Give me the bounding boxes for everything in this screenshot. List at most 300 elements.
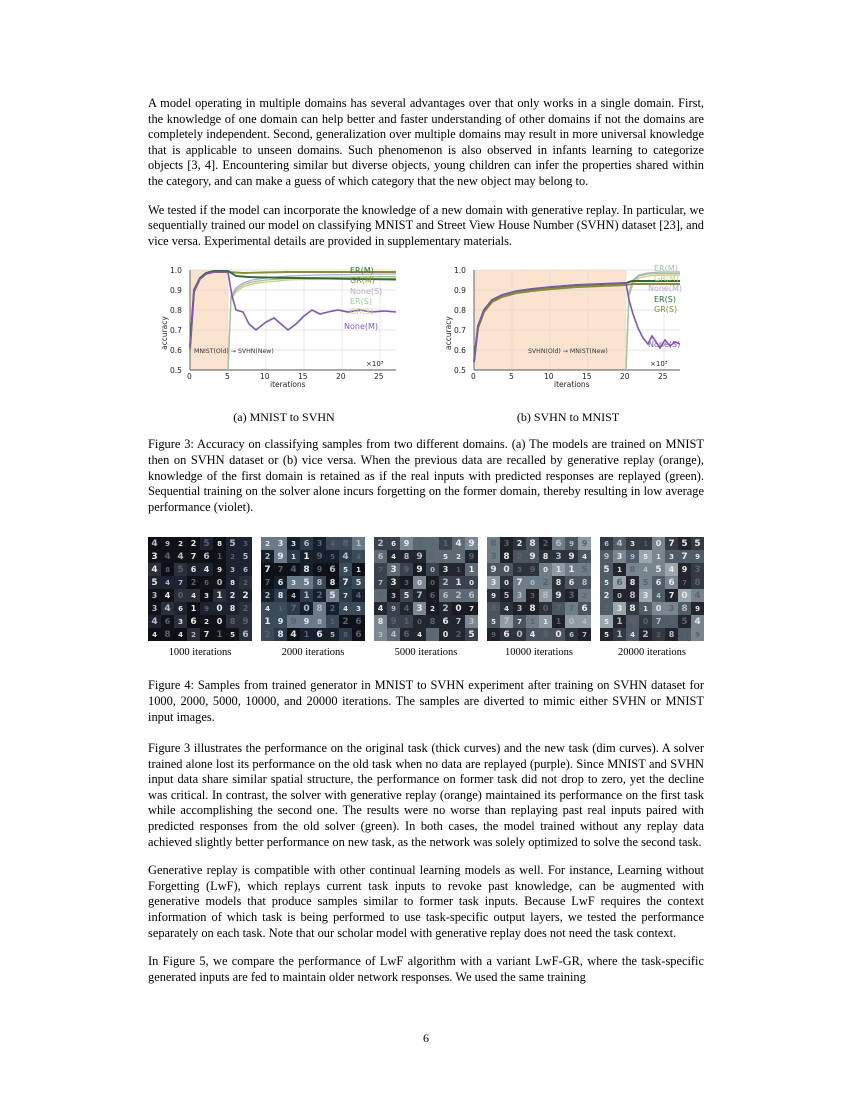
sample-digit: 4	[161, 602, 174, 615]
sample-digit: 8	[326, 576, 339, 589]
sample-digit: 7	[565, 602, 578, 615]
xtick-b-1: 5	[509, 372, 514, 382]
sample-digit: 0	[539, 602, 552, 615]
xtick-b-5: 25	[658, 372, 668, 382]
sample-digit: 5	[148, 576, 161, 589]
sample-digit: 2	[313, 589, 326, 602]
sample-digit: 1	[261, 615, 274, 628]
sample-digit: 5	[600, 615, 613, 628]
sample-digit: 2	[339, 615, 352, 628]
sample-digit: 9	[200, 602, 213, 615]
sample-digit: 8	[626, 602, 639, 615]
ytick-a-0: 0.5	[170, 366, 182, 376]
sample-digit: 2	[200, 615, 213, 628]
figure-4-samples	[148, 537, 704, 658]
sample-digit: 4	[148, 628, 161, 641]
sample-digit: 7	[339, 576, 352, 589]
sample-digit: 3	[665, 602, 678, 615]
sample-digit: 7	[452, 615, 465, 628]
sample-digit: 9	[526, 563, 539, 576]
sample-digit: 9	[465, 537, 478, 550]
sample-digit: 4	[487, 602, 500, 615]
sample-digit: 3	[400, 576, 413, 589]
xtick-a-4: 20	[336, 372, 346, 382]
sample-digit: 9	[487, 628, 500, 641]
sample-digit: 8	[161, 628, 174, 641]
sample-digit: 6	[500, 628, 513, 641]
sample-digit: 4	[326, 537, 339, 550]
sample-digit: 3	[600, 602, 613, 615]
sample-digit: 7	[374, 563, 387, 576]
transition-note-a: MNIST(Old) → SVHN(New)	[194, 348, 274, 356]
legend-b-3: ER(S)	[654, 295, 676, 305]
sample-digit: 4	[387, 550, 400, 563]
sample-digit: 3	[226, 563, 239, 576]
sample-digit: 5	[465, 628, 478, 641]
sample-digit: 1	[639, 602, 652, 615]
sample-digit: 2	[326, 602, 339, 615]
sample-digit: 7	[665, 589, 678, 602]
sample-digit: 8	[539, 589, 552, 602]
xtick-a-2: 10	[260, 372, 270, 382]
sample-digit: 2	[513, 537, 526, 550]
sample-digit: 1	[400, 615, 413, 628]
sample-digit: 4	[287, 563, 300, 576]
legend-b-2: None(M)	[648, 284, 683, 294]
figure-3-panels	[148, 262, 704, 425]
chart-panel-mnist-to-svhn	[148, 262, 420, 425]
sample-digit: 1	[213, 628, 226, 641]
sample-digit: 1	[300, 589, 313, 602]
page-content	[148, 96, 704, 1045]
sample-digit: 8	[526, 602, 539, 615]
sample-digit: 6	[600, 537, 613, 550]
sample-digit: 6	[374, 550, 387, 563]
sample-digit: 6	[400, 628, 413, 641]
sample-digit: 7	[174, 576, 187, 589]
sample-digit: 3	[565, 589, 578, 602]
sample-digit: 8	[274, 628, 287, 641]
sample-digit: 6	[300, 537, 313, 550]
sample-digit: 7	[465, 602, 478, 615]
sample-digit: 9	[691, 628, 704, 641]
sample-digit: 3	[639, 589, 652, 602]
sample-digit: 7	[426, 537, 439, 550]
sample-digit: 6	[665, 576, 678, 589]
figure-3b-subcaption: (b) SVHN to MNIST	[516, 410, 620, 425]
sample-digit: 4	[387, 628, 400, 641]
sample-digit: 5	[300, 576, 313, 589]
sample-digit: 5	[678, 615, 691, 628]
sample-digit: 0	[613, 589, 626, 602]
sample-digit: 4	[578, 550, 591, 563]
sample-digit: 2	[261, 589, 274, 602]
sample-digit: 9	[313, 550, 326, 563]
sample-digit: 9	[287, 615, 300, 628]
sample-label-2000: 2000 iterations	[281, 647, 345, 659]
paragraph-4: Generative replay is compatible with other continual learning models as well. For instance, Learning without Forgetting (LwF), which replays current task inputs to revoke past knowledge, can be augmented with generative models that produce samples similar to former task inputs. Because LwF requires the context information of which task is being performed to use task-specific output layers, we tested the performance separately on each task. Note that our scholar model with generative replay does not need the task context.	[148, 863, 704, 940]
sample-digit: 5	[600, 628, 613, 641]
sample-digit: 9	[691, 602, 704, 615]
sample-digit: 5	[174, 563, 187, 576]
sample-digit: 0	[426, 563, 439, 576]
sample-digit: 4	[200, 563, 213, 576]
sample-digit: 1	[526, 615, 539, 628]
sample-digit: 6	[387, 537, 400, 550]
chart-canvas-a	[148, 262, 420, 390]
sample-cell-1000	[148, 537, 252, 658]
sample-digit: 7	[339, 589, 352, 602]
sample-digit: 8	[339, 537, 352, 550]
sample-digit: 0	[652, 602, 665, 615]
ytick-a-5: 1.0	[170, 266, 182, 276]
sample-digit: 1	[678, 628, 691, 641]
sample-cell-5000	[374, 537, 478, 658]
sample-digit: 9	[552, 589, 565, 602]
sample-digit: 5	[226, 628, 239, 641]
sample-digit: 8	[539, 628, 552, 641]
sample-digit: 2	[439, 576, 452, 589]
sample-digit: 4	[400, 602, 413, 615]
page-number: 6	[423, 1031, 429, 1045]
sample-digit: 2	[426, 628, 439, 641]
sample-digit: 8	[313, 615, 326, 628]
sample-label-1000: 1000 iterations	[168, 647, 232, 659]
sample-digit: 4	[626, 628, 639, 641]
sample-digit: 2	[374, 537, 387, 550]
sample-digit: 6	[200, 550, 213, 563]
sample-digit: 7	[274, 563, 287, 576]
sample-digit: 6	[465, 589, 478, 602]
sample-digit: 0	[452, 602, 465, 615]
sample-digit: 8	[313, 576, 326, 589]
xlabel-a: iterations	[270, 380, 306, 390]
sample-digit: 9	[400, 563, 413, 576]
sample-digit: 1	[452, 576, 465, 589]
sample-digit: 6	[613, 576, 626, 589]
sample-digit: 0	[552, 628, 565, 641]
sample-digit: 9	[413, 563, 426, 576]
sample-image-10000	[487, 537, 591, 641]
sample-digit: 3	[465, 615, 478, 628]
sample-digit: 6	[187, 615, 200, 628]
ytick-a-3: 0.8	[170, 306, 182, 316]
sample-digit: 5	[326, 550, 339, 563]
sample-digit: 8	[678, 602, 691, 615]
sample-digit: 8	[213, 537, 226, 550]
sample-digit: 3	[513, 589, 526, 602]
sample-digit: 6	[239, 563, 252, 576]
sample-digit: 9	[678, 563, 691, 576]
sample-digit: 9	[239, 615, 252, 628]
sample-label-5000: 5000 iterations	[394, 647, 458, 659]
sample-digit: 8	[665, 628, 678, 641]
sample-digit: 1	[187, 602, 200, 615]
ytick-b-0: 0.5	[454, 366, 466, 376]
sample-digit: 2	[439, 602, 452, 615]
xtick-b-3: 15	[582, 372, 592, 382]
sample-cell-10000	[487, 537, 591, 658]
sample-digit: 3	[613, 550, 626, 563]
sample-digit: 6	[626, 615, 639, 628]
sample-digit: 0	[500, 563, 513, 576]
sample-digit: 5	[500, 589, 513, 602]
sample-digit: 8	[539, 550, 552, 563]
sample-digit: 3	[148, 589, 161, 602]
sample-digit: 3	[439, 563, 452, 576]
sample-digit: 8	[300, 563, 313, 576]
sample-digit: 4	[691, 589, 704, 602]
sample-digit: 7	[578, 628, 591, 641]
sample-digit: 1	[326, 615, 339, 628]
sample-digit: 9	[374, 589, 387, 602]
sample-digit: 1	[300, 550, 313, 563]
sample-digit: 7	[652, 615, 665, 628]
sample-digit: 7	[261, 563, 274, 576]
legend-a-1: GR(M)	[350, 276, 375, 286]
sample-digit: 9	[300, 615, 313, 628]
sample-digit: 3	[626, 537, 639, 550]
sample-digit: 3	[487, 576, 500, 589]
sample-digit: 8	[226, 602, 239, 615]
sample-digit: 3	[665, 550, 678, 563]
sample-digit: 3	[691, 563, 704, 576]
legend-b-0: ER(M)	[654, 264, 678, 274]
sample-digit: 2	[239, 602, 252, 615]
chart-canvas-b	[432, 262, 704, 390]
sample-digit: 4	[148, 537, 161, 550]
sample-digit: 3	[287, 576, 300, 589]
sample-digit: 3	[148, 550, 161, 563]
sample-digit: 4	[352, 550, 365, 563]
sample-digit: 6	[161, 615, 174, 628]
sample-digit: 5	[639, 550, 652, 563]
sample-digit: 7	[552, 602, 565, 615]
sample-digit: 8	[578, 576, 591, 589]
figure-4-caption: Figure 4: Samples from trained generator in MNIST to SVHN experiment after training on SVHN dataset for 1000, 2000, 5000, 10000, and 20000 iterations. The samples are diverted to mimic either SVHN or MNIST input images.	[148, 678, 704, 724]
sample-digit: 8	[226, 615, 239, 628]
x-exponent-a: ×10³	[366, 360, 384, 369]
sample-digit: 8	[626, 576, 639, 589]
sample-digit: 1	[452, 563, 465, 576]
sample-digit: 0	[565, 615, 578, 628]
sample-digit: 2	[652, 628, 665, 641]
sample-digit: 9	[578, 537, 591, 550]
sample-digit: 0	[426, 576, 439, 589]
sample-digit: 4	[665, 615, 678, 628]
ytick-b-1: 0.6	[454, 346, 466, 356]
sample-digit: 9	[274, 615, 287, 628]
sample-digit: 0	[526, 576, 539, 589]
xlabel-b: iterations	[554, 380, 590, 390]
sample-digit: 9	[526, 550, 539, 563]
sample-digit: 6	[439, 615, 452, 628]
sample-digit: 0	[413, 576, 426, 589]
xtick-a-5: 25	[374, 372, 384, 382]
sample-digit: 3	[200, 589, 213, 602]
sample-digit: 2	[513, 550, 526, 563]
sample-digit: 6	[239, 628, 252, 641]
paragraph-5: In Figure 5, we compare the performance of LwF algorithm with a variant LwF-GR, where the task-specific generated inputs are fed to maintain older network responses. We used the same training	[148, 954, 704, 984]
sample-digit: 4	[161, 576, 174, 589]
sample-digit: 4	[287, 589, 300, 602]
sample-digit: 8	[487, 537, 500, 550]
sample-digit: 6	[352, 615, 365, 628]
sample-digit: 7	[513, 576, 526, 589]
sample-digit: 3	[352, 602, 365, 615]
sample-digit: 0	[678, 589, 691, 602]
sample-digit: 8	[526, 537, 539, 550]
sample-digit: 9	[161, 537, 174, 550]
figure-3	[148, 262, 704, 515]
sample-digit: 0	[539, 563, 552, 576]
sample-digit: 2	[452, 589, 465, 602]
sample-digit: 9	[487, 563, 500, 576]
sample-digit: 8	[691, 576, 704, 589]
sample-digit: 6	[578, 602, 591, 615]
sample-digit: 8	[161, 563, 174, 576]
ytick-b-3: 0.8	[454, 306, 466, 316]
sample-digit: 5	[691, 537, 704, 550]
figure-3a-subcaption: (a) MNIST to SVHN	[233, 410, 335, 425]
sample-digit: 9	[387, 602, 400, 615]
sample-digit: 4	[161, 550, 174, 563]
legend-b-1: GR(M)	[654, 274, 679, 284]
sample-digit: 5	[600, 576, 613, 589]
sample-digit: 3	[487, 550, 500, 563]
sample-digit: 9	[213, 563, 226, 576]
sample-digit: 7	[413, 589, 426, 602]
sample-digit: 5	[200, 537, 213, 550]
legend-a-0: ER(M)	[350, 266, 374, 276]
sample-digit: 4	[148, 563, 161, 576]
figure-4	[148, 537, 704, 725]
sample-digit: 1	[552, 615, 565, 628]
sample-digit: 0	[439, 628, 452, 641]
sample-digit: 0	[513, 628, 526, 641]
chart-svg-a	[148, 262, 420, 390]
x-exponent-b: ×10³	[650, 360, 668, 369]
sample-digit: 1	[539, 615, 552, 628]
sample-digit: 4	[339, 550, 352, 563]
sample-digit: 9	[387, 615, 400, 628]
ytick-b-4: 0.9	[454, 286, 466, 296]
sample-digit: 5	[639, 576, 652, 589]
sample-digit: 1	[352, 537, 365, 550]
sample-digit: 0	[174, 589, 187, 602]
sample-digit: 4	[261, 602, 274, 615]
sample-digit: 4	[352, 589, 365, 602]
sample-digit: 8	[426, 615, 439, 628]
sample-digit: 6	[565, 576, 578, 589]
sample-digit: 0	[213, 576, 226, 589]
sample-digit: 5	[226, 537, 239, 550]
sample-digit: 6	[200, 576, 213, 589]
sample-digit: 7	[665, 537, 678, 550]
sample-digit: 1	[639, 537, 652, 550]
sample-digit: 1	[652, 550, 665, 563]
sample-digit: 4	[148, 615, 161, 628]
sample-digit: 2	[239, 576, 252, 589]
paragraph-1: A model operating in multiple domains has several advantages over that only works in a single domain. First, the knowledge of one domain can help better and faster understanding of other domains if not the domains are completely independent. Second, generalization over multiple domains may result in more universal knowledge that is applicable to unseen domains. Such phenomenon is also observed in infants learning to categorize objects [3, 4]. Encountering similar but diverse objects, young children can infer the properties shared within the category, and can make a guess of which category that the new object may belong to.	[148, 96, 704, 188]
xtick-b-2: 10	[544, 372, 554, 382]
sample-digit: 5	[239, 550, 252, 563]
ytick-b-5: 1.0	[454, 266, 466, 276]
ylabel-b: accuracy	[444, 316, 453, 351]
sample-digit: 5	[352, 576, 365, 589]
chart-panel-svhn-to-mnist	[432, 262, 704, 425]
sample-digit: 5	[439, 550, 452, 563]
sample-digit: 6	[552, 537, 565, 550]
xtick-a-1: 5	[225, 372, 230, 382]
sample-digit: 3	[148, 602, 161, 615]
sample-digit: 4	[652, 589, 665, 602]
sample-digit: 6	[187, 563, 200, 576]
sample-image-5000	[374, 537, 478, 641]
sample-digit: 9	[274, 550, 287, 563]
figure-3-caption: Figure 3: Accuracy on classifying samples from two different domains. (a) The models are trained on MNIST then on SVHN dataset or (b) vice versa. When the previous data are recalled by generative replay (orange), knowledge of the first domain is retained as if the real inputs with predicted responses are replayed (green). Sequential training on the solver alone incurs forgetting on the former domain, thereby resulting in low average performance (violet).	[148, 437, 704, 514]
sample-digit: 2	[239, 589, 252, 602]
sample-digit: 8	[626, 589, 639, 602]
xtick-b-0: 0	[471, 372, 476, 382]
sample-digit: 3	[526, 589, 539, 602]
sample-digit: 7	[513, 615, 526, 628]
sample-digit: 3	[174, 615, 187, 628]
sample-digit: 2	[426, 602, 439, 615]
sample-digit: 8	[274, 589, 287, 602]
sample-digit: 2	[226, 589, 239, 602]
ylabel-a: accuracy	[160, 316, 169, 351]
sample-digit: 0	[465, 576, 478, 589]
sample-label-10000: 10000 iterations	[505, 647, 573, 659]
sample-digit: 0	[652, 537, 665, 550]
sample-digit: 6	[274, 576, 287, 589]
ytick-b-2: 0.7	[454, 326, 466, 336]
sample-digit: 1	[613, 615, 626, 628]
legend-b-5: None(S)	[648, 340, 681, 350]
sample-digit: 6	[652, 576, 665, 589]
xtick-b-4: 20	[620, 372, 630, 382]
sample-digit: 5	[652, 563, 665, 576]
sample-digit: 8	[339, 628, 352, 641]
legend-a-3: ER(S)	[350, 297, 372, 307]
sample-digit: 1	[552, 563, 565, 576]
sample-digit: 2	[452, 628, 465, 641]
sample-digit: 3	[500, 537, 513, 550]
sample-digit: 1	[213, 550, 226, 563]
sample-digit: 8	[500, 550, 513, 563]
sample-digit: 4	[174, 550, 187, 563]
sample-digit: 4	[174, 628, 187, 641]
legend-a-4: GR(S)	[350, 307, 374, 317]
sample-digit: 3	[552, 550, 565, 563]
ytick-a-1: 0.6	[170, 346, 182, 356]
sample-digit: 5	[578, 563, 591, 576]
sample-digit: 0	[213, 602, 226, 615]
sample-digit: 4	[500, 602, 513, 615]
sample-digit: 5	[400, 589, 413, 602]
sample-digit: 1	[274, 602, 287, 615]
sample-image-20000	[600, 537, 704, 641]
sample-digit: 4	[639, 563, 652, 576]
sample-digit: 1	[465, 563, 478, 576]
sample-digit: 9	[465, 550, 478, 563]
sample-digit: 1	[213, 589, 226, 602]
legend-a-2: None(S)	[350, 287, 383, 297]
sample-digit: 2	[452, 550, 465, 563]
sample-digit: 8	[313, 602, 326, 615]
sample-digit: 5	[326, 628, 339, 641]
